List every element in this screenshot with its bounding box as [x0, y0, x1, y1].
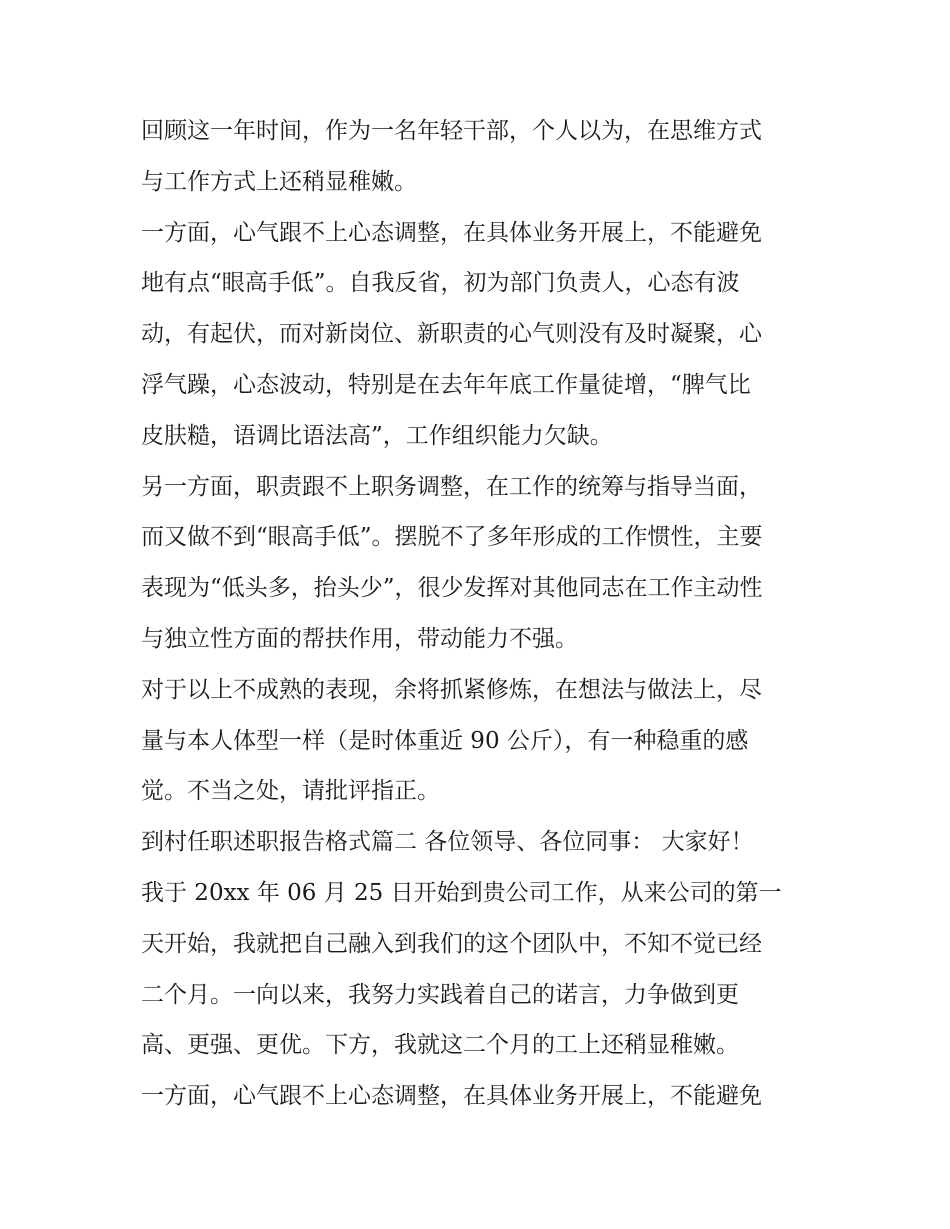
text-line: 高、更强、更优。下方，我就这二个月的工上还稍显稚嫩。 — [141, 1032, 739, 1059]
document-body — [141, 106, 813, 1122]
text-line: 天开始，我就把自己融入到我们的这个团队中，不知不觉已经 — [141, 930, 762, 957]
text-line: 一方面，心气跟不上心态调整，在具体业务开展上，不能避免 — [141, 219, 762, 246]
text-line: 另一方面，职责跟不上职务调整，在工作的统筹与指导当面， — [141, 473, 762, 500]
text-line: 浮气躁，心态波动，特别是在去年年底工作量徒增，“脾气比 — [141, 371, 751, 398]
text-line: 地有点“眼高手低”。自我反省，初为部门负责人，心态有波 — [141, 270, 740, 297]
text-line: 对于以上不成熟的表现，余将抓紧修炼，在想法与做法上，尽 — [141, 676, 762, 703]
text-line: 与工作方式上还稍显稚嫩。 — [141, 168, 417, 195]
text-line: 皮肤糙，语调比语法高”，工作组织能力欠缺。 — [141, 422, 613, 449]
text-line: 一方面，心气跟不上心态调整，在具体业务开展上，不能避免 — [141, 1083, 762, 1110]
text-line: 回顾这一年时间，作为一名年轻干部，个人以为，在思维方式 — [141, 118, 762, 144]
text-line: 二个月。一向以来，我努力实践着自己的诺言，力争做到更 — [141, 981, 739, 1008]
text-line: 而又做不到“眼高手低”。摆脱不了多年形成的工作惯性，主要 — [141, 524, 763, 551]
text-line: 我于 20xx 年 06 月 25 日开始到贵公司工作，从来公司的第一 — [141, 879, 782, 906]
text-line: 表现为“低头多，抬头少”，很少发挥对其他同志在工作主动性 — [141, 575, 763, 602]
text-line: 到村任职述职报告格式篇二 各位领导、各位同事： 大家好！ — [141, 829, 754, 856]
text-line: 觉。不当之处，请批评指正。 — [141, 778, 440, 805]
text-line: 量与本人体型一样（是时体重近 90 公斤），有一种稳重的感 — [141, 727, 749, 754]
text-line: 动，有起伏，而对新岗位、新职责的心气则没有及时凝聚，心 — [141, 321, 762, 348]
text-line: 与独立性方面的帮扶作用，带动能力不强。 — [141, 625, 578, 652]
